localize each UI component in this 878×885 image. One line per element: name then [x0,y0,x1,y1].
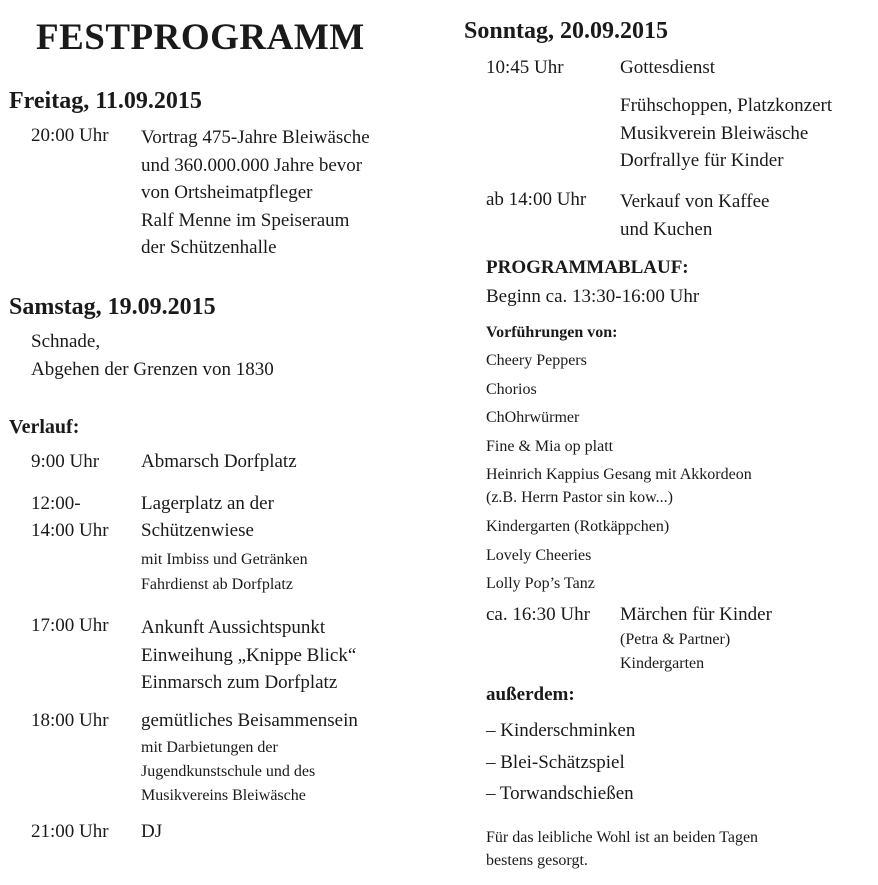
performer-item: Lovely Cheeries [486,546,592,564]
performer-item: Cheery Peppers [486,352,587,369]
maerchen-details [620,628,730,676]
sunday-time: ab 14:00 Uhr [486,189,587,210]
performer-item: (z.B. Herrn Pastor sin kow...) [486,489,673,506]
event-detail [141,547,308,597]
event-time: 17:00 Uhr [31,615,109,636]
event-text [141,614,356,697]
event-text: gemütliches Beisammensein [141,710,358,731]
sunday-heading: Sonntag, 20.09.2015 [464,18,669,44]
maerchen-time: ca. 16:30 Uhr [486,604,590,625]
event-text-line: Lagerplatz an der [141,493,274,514]
event-detail-line: Musikvereins Bleiwäsche [141,787,306,804]
footer-line: Für das leibliche Wohl ist an beiden Tagen [486,829,759,846]
extras-item: – Blei-Schätzspiel [486,751,625,773]
saturday-intro-line: Abgehen der Grenzen von 1830 [31,359,274,380]
friday-time: 20:00 Uhr [31,125,109,146]
footer-note [486,826,758,872]
sunday-event-line: Frühschoppen, Platzkonzert [620,95,833,116]
event-time: 9:00 Uhr [31,451,100,472]
event-text: Abmarsch Dorfplatz [141,451,297,472]
vorfuehrungen-heading: Vorführungen von: [486,324,618,341]
performer-item: Lolly Pop’s Tanz [486,575,595,592]
ausserdem-heading: außerdem: [486,684,575,705]
event-time [31,490,109,544]
friday-line: Ralf Menne im Speiseraum [141,209,350,231]
footer-line: bestens gesorgt. [486,852,588,869]
friday-line: der Schützenhalle [141,237,277,258]
event-time: 21:00 Uhr [31,821,109,842]
performer-item: ChOhrwürmer [486,409,580,426]
verlauf-heading: Verlauf: [9,416,80,438]
sunday-event-line: und Kuchen [620,218,713,240]
performer-item: Chorios [486,380,537,398]
sunday-event: Gottesdienst [620,57,715,78]
event-detail-line: Fahrdienst ab Dorfplatz [141,576,293,593]
sunday-time: 10:45 Uhr [486,57,564,78]
event-detail-line: Jugendkunstschule und des [141,763,316,780]
event-time: 18:00 Uhr [31,710,109,731]
performer-list [486,351,752,603]
maerchen-detail-line: Kindergarten [620,655,705,672]
sunday-event-line: Dorfrallye für Kinder [620,150,784,171]
performer-item: Kindergarten (Rotkäppchen) [486,518,670,535]
programm-heading: PROGRAMMABLAUF: [486,257,689,278]
friday-line: und 360.000.000 Jahre bevor [141,154,363,176]
page-title: FESTPROGRAMM [36,17,365,58]
saturday-intro-line: Schnade, [31,331,101,352]
event-text-line: Einweihung „Knippe Blick“ [141,644,357,666]
event-text-line: Schützenwiese [141,520,254,541]
friday-line: Vortrag 475-Jahre Bleiwäsche [141,127,370,148]
friday-description [141,124,370,262]
event-time-line: 14:00 Uhr [31,520,109,541]
maerchen-title: Märchen für Kinder [620,604,772,625]
saturday-intro [31,328,274,384]
performer-item: Fine & Mia op platt [486,437,614,455]
event-text-line: Einmarsch zum Dorfplatz [141,672,338,693]
event-detail-line: mit Darbietungen der [141,739,278,756]
event-detail-line: mit Imbiss und Getränken [141,551,308,568]
saturday-heading: Samstag, 19.09.2015 [9,294,216,320]
event-text-line: Ankunft Aussichtspunkt [141,617,326,638]
programm-time: Beginn ca. 13:30-16:00 Uhr [486,286,700,307]
performer-item: Heinrich Kappius Gesang mit Akkordeon [486,466,752,483]
friday-heading: Freitag, 11.09.2015 [9,88,202,114]
event-detail [141,736,315,808]
sunday-event-line: Musikverein Bleiwäsche [620,122,809,144]
event-time-line: 12:00- [31,493,81,514]
extras-item: – Kinderschminken [486,720,636,741]
friday-line: von Ortsheimatpfleger [141,182,313,203]
event-text [141,490,274,544]
sunday-event [620,188,769,243]
event-text: DJ [141,821,163,842]
sunday-event-line: Verkauf von Kaffee [620,191,770,212]
extras-list [486,715,635,810]
extras-item: – Torwandschießen [486,783,634,804]
sunday-event-more [620,92,832,175]
maerchen-detail-line: (Petra & Partner) [620,631,731,648]
